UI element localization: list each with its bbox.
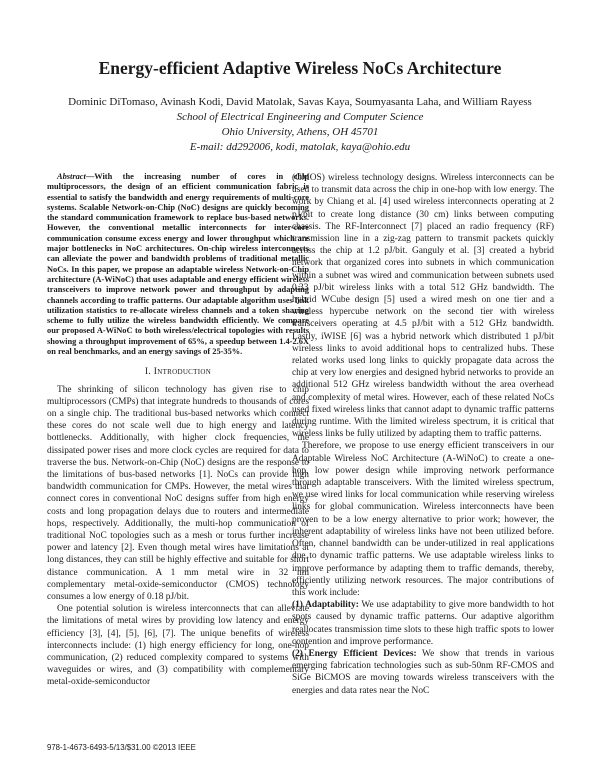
- author-email: E-mail: dd292006, kodi, matolak, kaya@ohio.edu: [189, 141, 411, 153]
- contribution-item: [292, 648, 554, 697]
- left-column: [47, 172, 309, 689]
- intro-paragraph-1: The shrinking of silicon technology has given rise to chip multiprocessors (CMPs) that integrate hundreds to thousands of cores on a single chip. The traditional bus-based networks which connect these cores do not scale well due to high energy and latency bottlenecks. Additionally, with higher clock frequencies, the dissipated power rises and more clock cycles are required for data to traverse the bus. Network-on-Chip (NoC) designs are the response to the limitations of bus-based networks [1]. NoCs can provide high bandwidth communication for CMPs. However, the metal wires that connect cores in conventional NoC designs suffer from high energy costs and long propagation delays due to routers and intermediate hops, respectively. Additionally, the multi-hop communication of traditional NoC topologies such as a mesh or torus further increase power and latency [2]. Even though metal wires have limitations at long distances, they can still be highly effective and suitable for short distance communication. A 1 mm metal wire in 32 nm complementary metal-oxide-semiconductor (CMOS) technology consumes a low energy of 0.18 pJ/bit.: [47, 384, 309, 602]
- copyright-footer: 978-1-4673-6493-5/13/$31.00 ©2013 IEEE: [47, 743, 196, 752]
- abstract-text: —With the increasing number of cores in chip multiprocessors, the design of an efficient communication fabric is essential to satisfy the bandwidth and energy requirements of multi-core systems. Scalable Network-on-Chip (NoC) designs are quickly becoming the standard communication framework to replace bus-based networks. However, the conventional metallic interconnects for inter-core communication consume excess energy and lower throughput which are major bottlenecks in NoC architectures. On-chip wireless interconnects can alleviate the power and bandwidth problems of traditional metallic NoCs. In this paper, we propose an adaptable wireless Network-on-Chip architecture (A-WiNoC) that uses adaptable and energy efficient wireless transceivers to improve network power and throughput by adapting channels according to traffic patterns. Our adaptable algorithm uses link utilization statistics to re-allocate wireless channels and a token sharing scheme to fully utilize the wireless bandwidth efficiently. We compare our proposed A-WiNoC to both wireless/electrical topologies with results showing a throughput improvement of 65%, a speedup between 1.4-2.6X on real benchmarks, and an energy savings of 25-35%.: [47, 172, 309, 357]
- contribution-label: (2) Energy Efficient Devices:: [292, 648, 417, 659]
- paper-title: Energy-efficient Adaptive Wireless NoCs Architecture: [98, 58, 502, 78]
- abstract-label: Abstract: [57, 172, 86, 181]
- contribution-text: We show that trends in various emerging fabrication technologies such as sub-50nm RF-CMOS and SiGe BiCMOS are moving towards wireless transceivers with the energies and data rates near the NoC: [292, 648, 554, 696]
- section-title: Introduction: [153, 367, 212, 378]
- author-list: Dominic DiTomaso, Avinash Kodi, David Matolak, Savas Kaya, Soumyasanta Laha, and William Rayess: [68, 96, 532, 108]
- author-block: [0, 95, 600, 155]
- contribution-label: (1) Adaptability:: [292, 600, 359, 611]
- section-heading-introduction: [47, 366, 309, 378]
- right-column: [292, 172, 554, 697]
- intro-paragraph-4: Therefore, we propose to use energy efficient transceivers in our Adaptable Wireless NoC Architecture (A-WiNoC) to create a one-hop, low power design while improving network performance through adaptable transceivers. With the limited wireless spectrum, we use wired links for local communication while reserving wireless links for global communication. Wireless interconnects have been proven to be a low energy alternative to prior work; however, the inherent adaptability of wireless links have not been utilized before. Often, channel bandwidth can be under-utilized in real applications due to dynamic traffic patterns. We use adaptable wireless links to improve performance by adapting them to traffic demands, thereby, efficiently utilizing network resources. The major contributions of this work include:: [292, 441, 554, 598]
- intro-paragraph-2: One potential solution is wireless interconnects that can alleviate the limitations of metal wires by providing low latency and energy efficiency [3], [4], [5], [6], [7]. The unique benefits of wireless interconnects include: (1) high energy efficiency for long, one-hop communication, (2) reduced complexity compared to systems with waveguides or wires, and (3) compatibility with complementary metal-oxide-semiconductor: [47, 604, 309, 688]
- abstract: [47, 172, 309, 357]
- intro-paragraph-3: (CMOS) wireless technology designs. Wireless interconnects can be used to transmit data across the chip in one-hop with low energy. The work by Chiang et al. [4] used wireless interconnects operating at 2 pJ/bit to create long distance (30 cm) links between computing chassis. The RF-Interconnect [7] placed an radio frequency (RF) transmission line in a zig-zag pattern to transmit packets quickly across the chip at 1.2 pJ/bit. Ganguly et al. [3] created a hybrid network that organized cores into subnets in which communication within a subnet was wired and communication between subnets used 0.33 pJ/bit wireless links with a total 512 GHz bandwidth. The hybrid WCube design [5] used a wired mesh on one tier and a wireless hypercube network on the second tier with wireless transceivers operating at 4.5 pJ/bit with a 512 GHz bandwidth. Lastly, iWISE [6] was a hybrid network which distributed 1 pJ/bit wireless links to avoid additional hops to centralized hubs. These related works used long links to quickly propagate data across the chip at very low energies and designed hybrid networks to provide an additional 512 GHz wireless bandwidth without the area overhead and complexity of metal wires. However, each of these related NoCs used fixed wireless links that cannot adapt to dynamic traffic patterns during runtime. With the limited wireless spectrum, it is critical that wireless links be fully utilized by adapting them to traffic patterns.: [292, 173, 554, 440]
- contribution-text: We use adaptability to give more bandwidth to hot spots caused by dynamic traffic patterns. Our adaptive algorithm reallocates transmission time slots to these high traffic spots to lower contention and improve performance.: [292, 600, 554, 647]
- contribution-item: [292, 599, 554, 648]
- affiliation-line-1: School of Electrical Engineering and Computer Science: [176, 111, 424, 123]
- affiliation-line-2: Ohio University, Athens, OH 45701: [221, 126, 379, 138]
- section-number: I.: [144, 367, 152, 378]
